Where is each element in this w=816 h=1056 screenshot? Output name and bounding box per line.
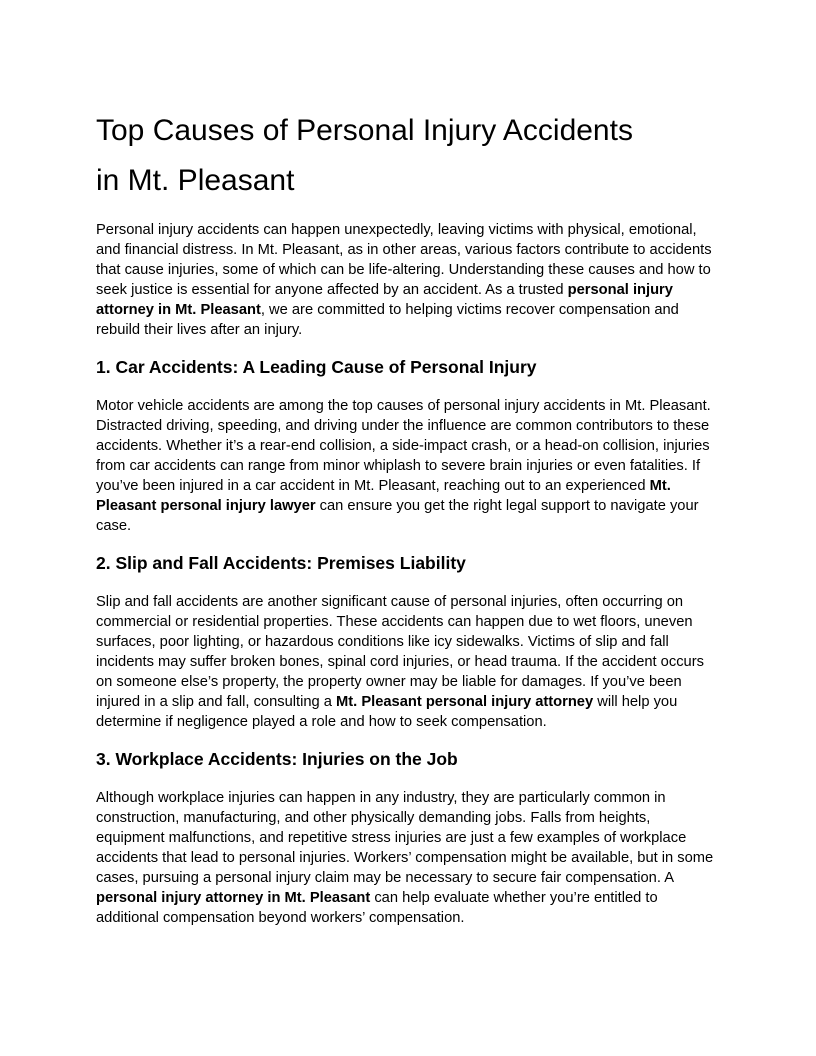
section-3-paragraph: Although workplace injuries can happen in any industry, they are particularly common in construction, manufacturing, and other physically demanding jobs. Falls from heights, equipment malfunctions, and repetitive stress injuries are just a few examples of workplace accidents that lead to personal injuries. Workers’ compensation might be available, but in some cases, pursuing a personal injury claim may be necessary to secure fair compensation. A personal injury attorney in Mt. Pleasant can help evaluate whether you’re entitled to additional compensation beyond workers’ compensation. [96, 790, 714, 926]
section-1-heading: 1. Car Accidents: A Leading Cause of Personal Injury [96, 357, 537, 377]
section-2-heading: 2. Slip and Fall Accidents: Premises Liability [96, 553, 466, 573]
section-3-heading: 3. Workplace Accidents: Injuries on the Job [96, 749, 458, 769]
document-title-line-2: in Mt. Pleasant [96, 164, 295, 197]
intro-paragraph: Personal injury accidents can happen unexpectedly, leaving victims with physical, emotional, and financial distress. In Mt. Pleasant, as in other areas, various factors contribute to accidents that cause injuries, some of which can be life-altering. Understanding these causes and how to seek justice is essential for anyone affected by an accident. As a trusted personal injury attorney in Mt. Pleasant, we are committed to helping victims recover compensation and rebuild their lives after an injury. [96, 222, 712, 338]
section-2-paragraph: Slip and fall accidents are another significant cause of personal injuries, often occurring on commercial or residential properties. These accidents can happen due to wet floors, uneven surfaces, poor lighting, or hazardous conditions like icy sidewalks. Victims of slip and fall incidents may suffer broken bones, spinal cord injuries, or head trauma. If the accident occurs on someone else’s property, the property owner may be liable for damages. If you’ve been injured in a slip and fall, consulting a Mt. Pleasant personal injury attorney will help you determine if negligence played a role and how to seek compensation. [96, 594, 704, 730]
document-title [96, 106, 720, 206]
document-title-line-1: Top Causes of Personal Injury Accidents [96, 114, 633, 147]
section-1-paragraph: Motor vehicle accidents are among the top causes of personal injury accidents in Mt. Pleasant. Distracted driving, speeding, and driving under the influence are common contributors to these accidents. Whether it’s a rear-end collision, a side-impact crash, or a head-on collision, injuries from car accidents can range from minor whiplash to severe brain injuries or even fatalities. If you’ve been injured in a car accident in Mt. Pleasant, reaching out to an experienced Mt. Pleasant personal injury lawyer can ensure you get the right legal support to navigate your case. [96, 398, 711, 534]
